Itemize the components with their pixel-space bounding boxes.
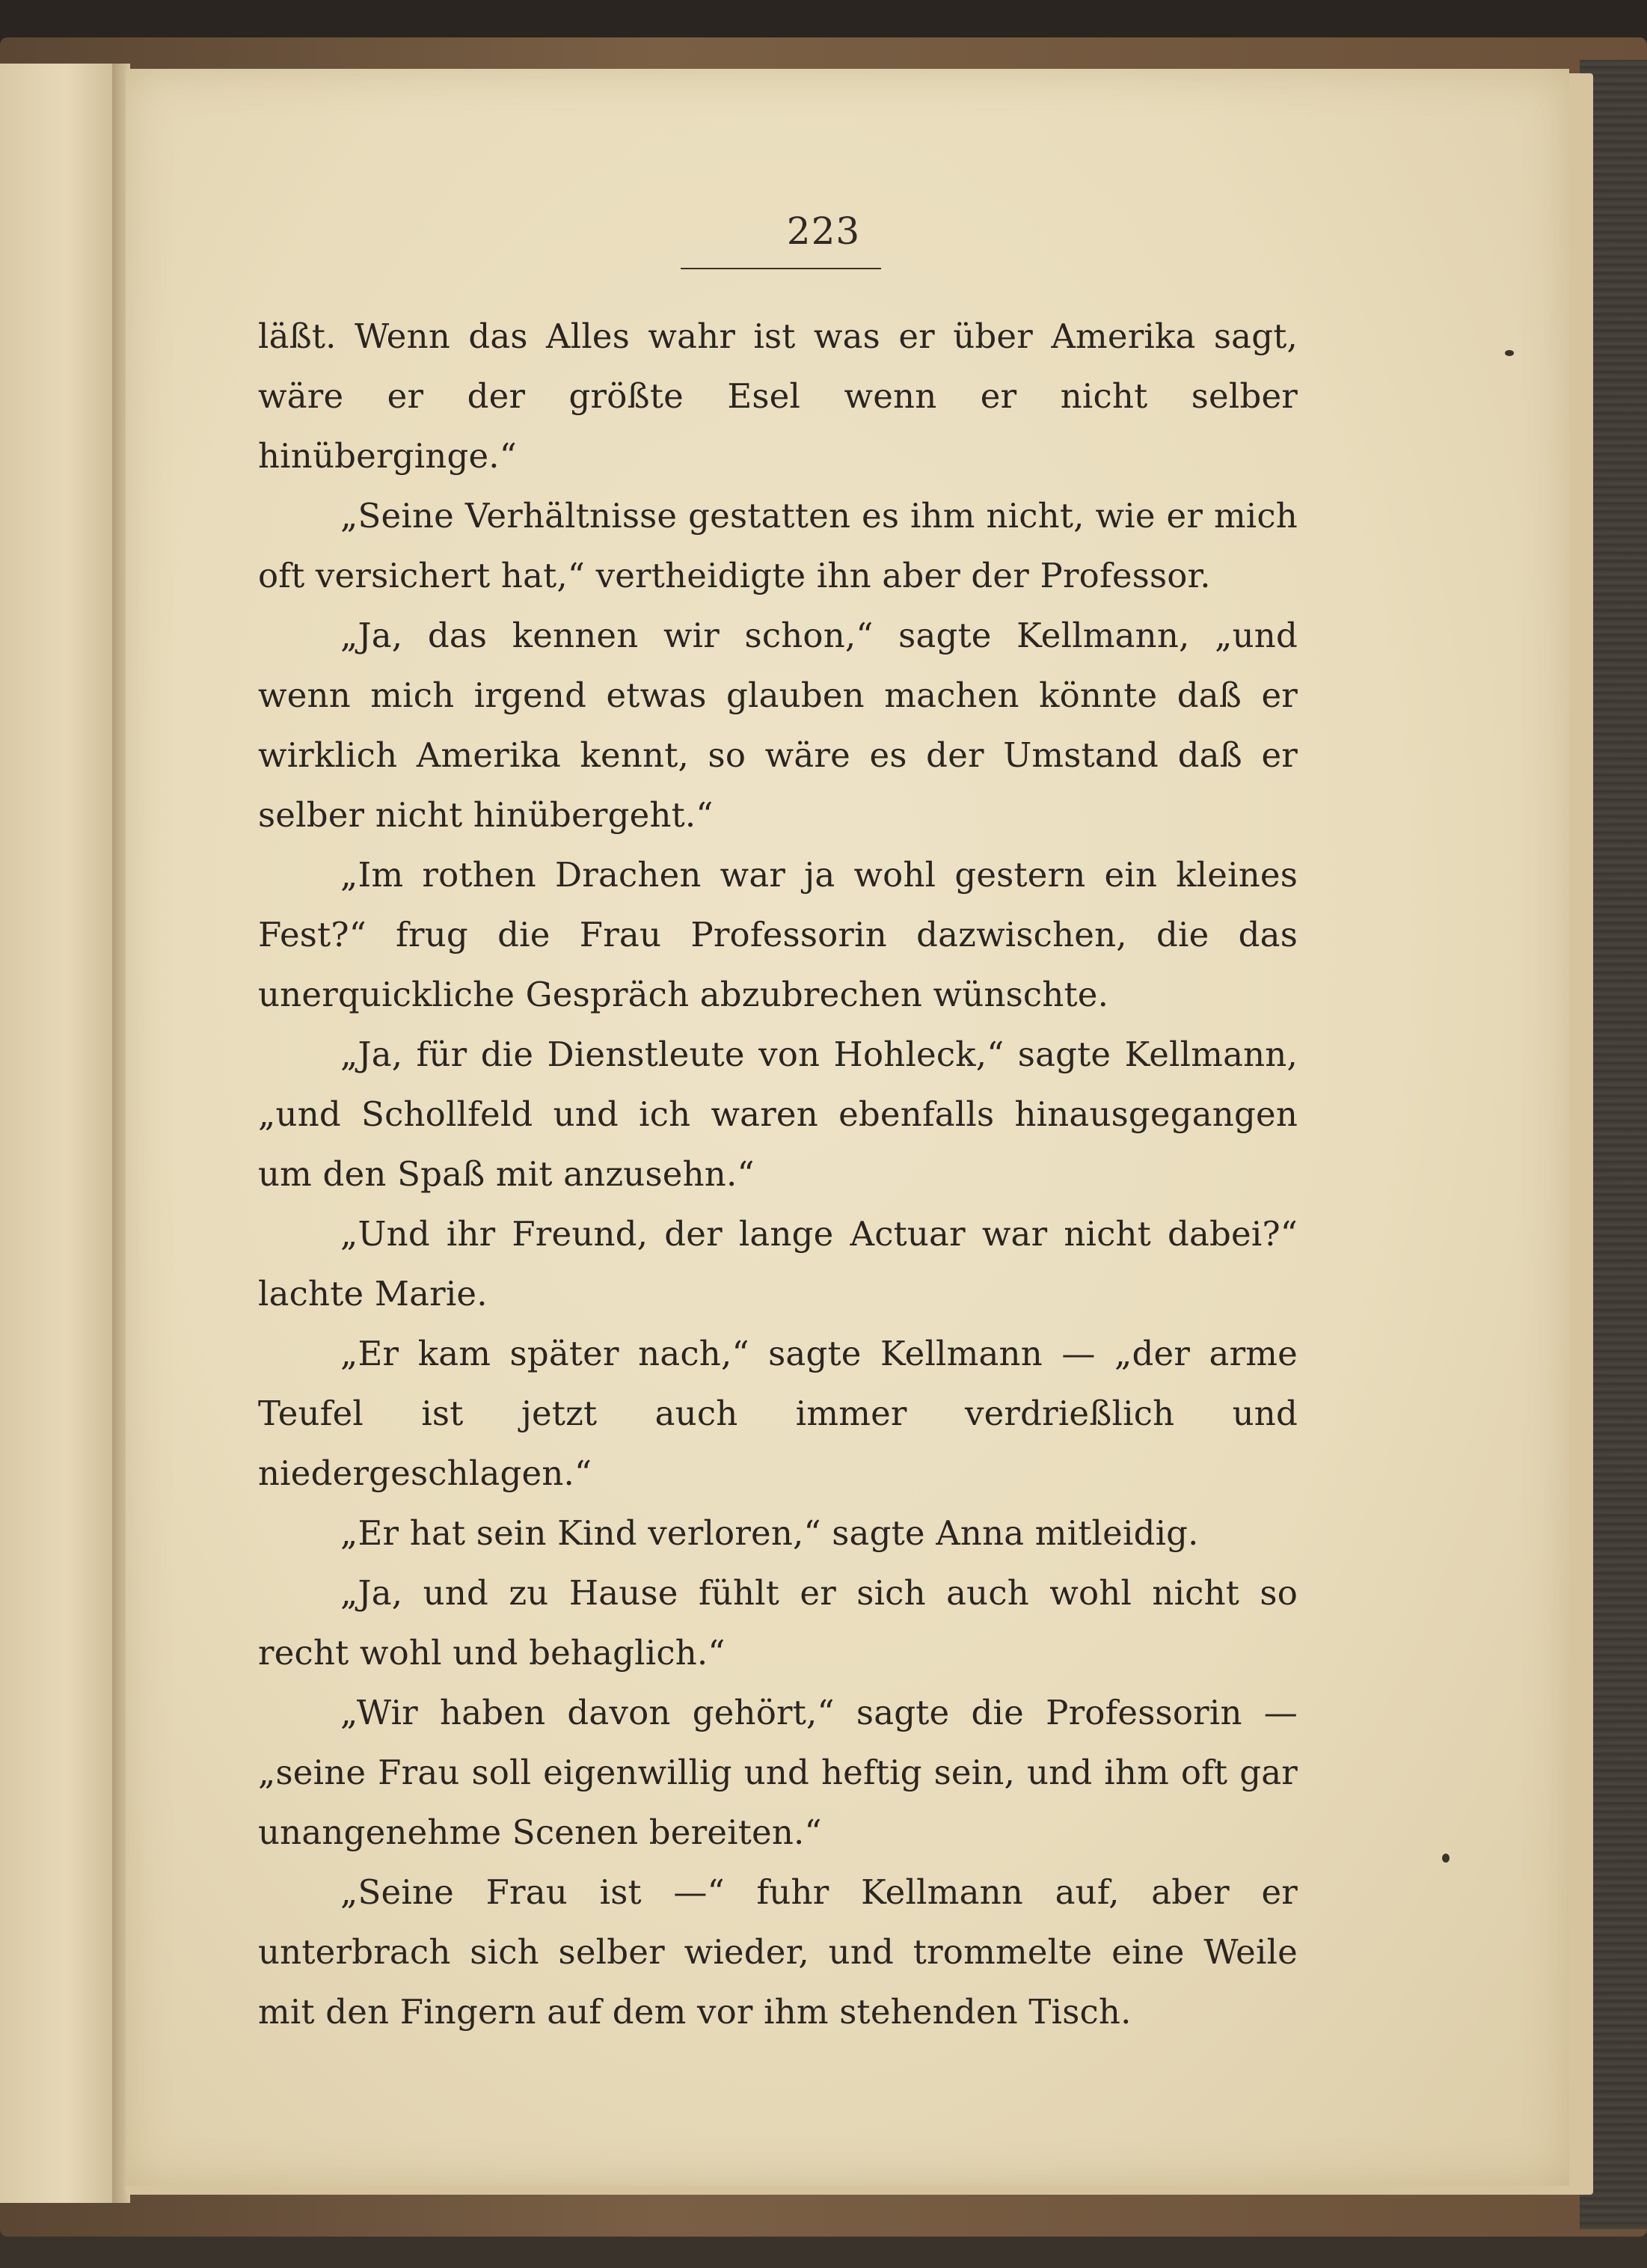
paragraph: „Im rothen Drachen war ja wohl gestern ein kleines Fest?“ frug die Frau Professorin dazwischen, die das unerquickliche Gespräch abzubrechen wünschte. [258,855,1298,1014]
header-rule [681,268,881,269]
paragraph: „Ja, für die Dienstleute von Hohleck,“ sagte Kellmann, „und Schollfeld und ich waren ebenfalls hinausgegangen um den Spaß mit anzusehn.“ [258,1035,1298,1194]
page-text [258,307,1298,2042]
paragraph: „Seine Verhältnisse gestatten es ihm nicht, wie er mich oft versichert hat,“ vertheidigte ihn aber der Professor. [258,496,1298,595]
left-leaf [0,64,120,2203]
ink-speck [1442,1854,1450,1863]
ink-speck [1505,350,1514,356]
page-number: 223 [786,209,861,253]
paragraph: „Ja, das kennen wir schon,“ sagte Kellmann, „und wenn mich irgend etwas glauben machen könnte daß er wirklich Amerika kennt, so wäre es der Umstand daß er selber nicht hinübergeht.“ [258,616,1298,835]
paragraph: „Wir haben davon gehört,“ sagte die Professorin — „seine Frau soll eigenwillig und heftig sein, und ihm oft gar unangenehme Scenen bereiten.“ [258,1693,1298,1852]
paragraph: „Er hat sein Kind verloren,“ sagte Anna mitleidig. [340,1513,1199,1553]
paragraph: „Er kam später nach,“ sagte Kellmann — „der arme Teufel ist jetzt auch immer verdrießlich und niedergeschlagen.“ [258,1334,1298,1493]
paragraph: läßt. Wenn das Alles wahr ist was er über Amerika sagt, wäre er der größte Esel wenn er nicht selber hinüberginge.“ [258,316,1298,476]
paragraph: „Und ihr Freund, der lange Actuar war nicht dabei?“ lachte Marie. [258,1214,1298,1314]
paragraph: „Ja, und zu Hause fühlt er sich auch wohl nicht so recht wohl und behaglich.“ [258,1573,1298,1673]
paragraph: „Seine Frau ist —“ fuhr Kellmann auf, aber er unterbrach sich selber wieder, und trommelte eine Weile mit den Fingern auf dem vor ihm stehenden Tisch. [258,1872,1298,2032]
